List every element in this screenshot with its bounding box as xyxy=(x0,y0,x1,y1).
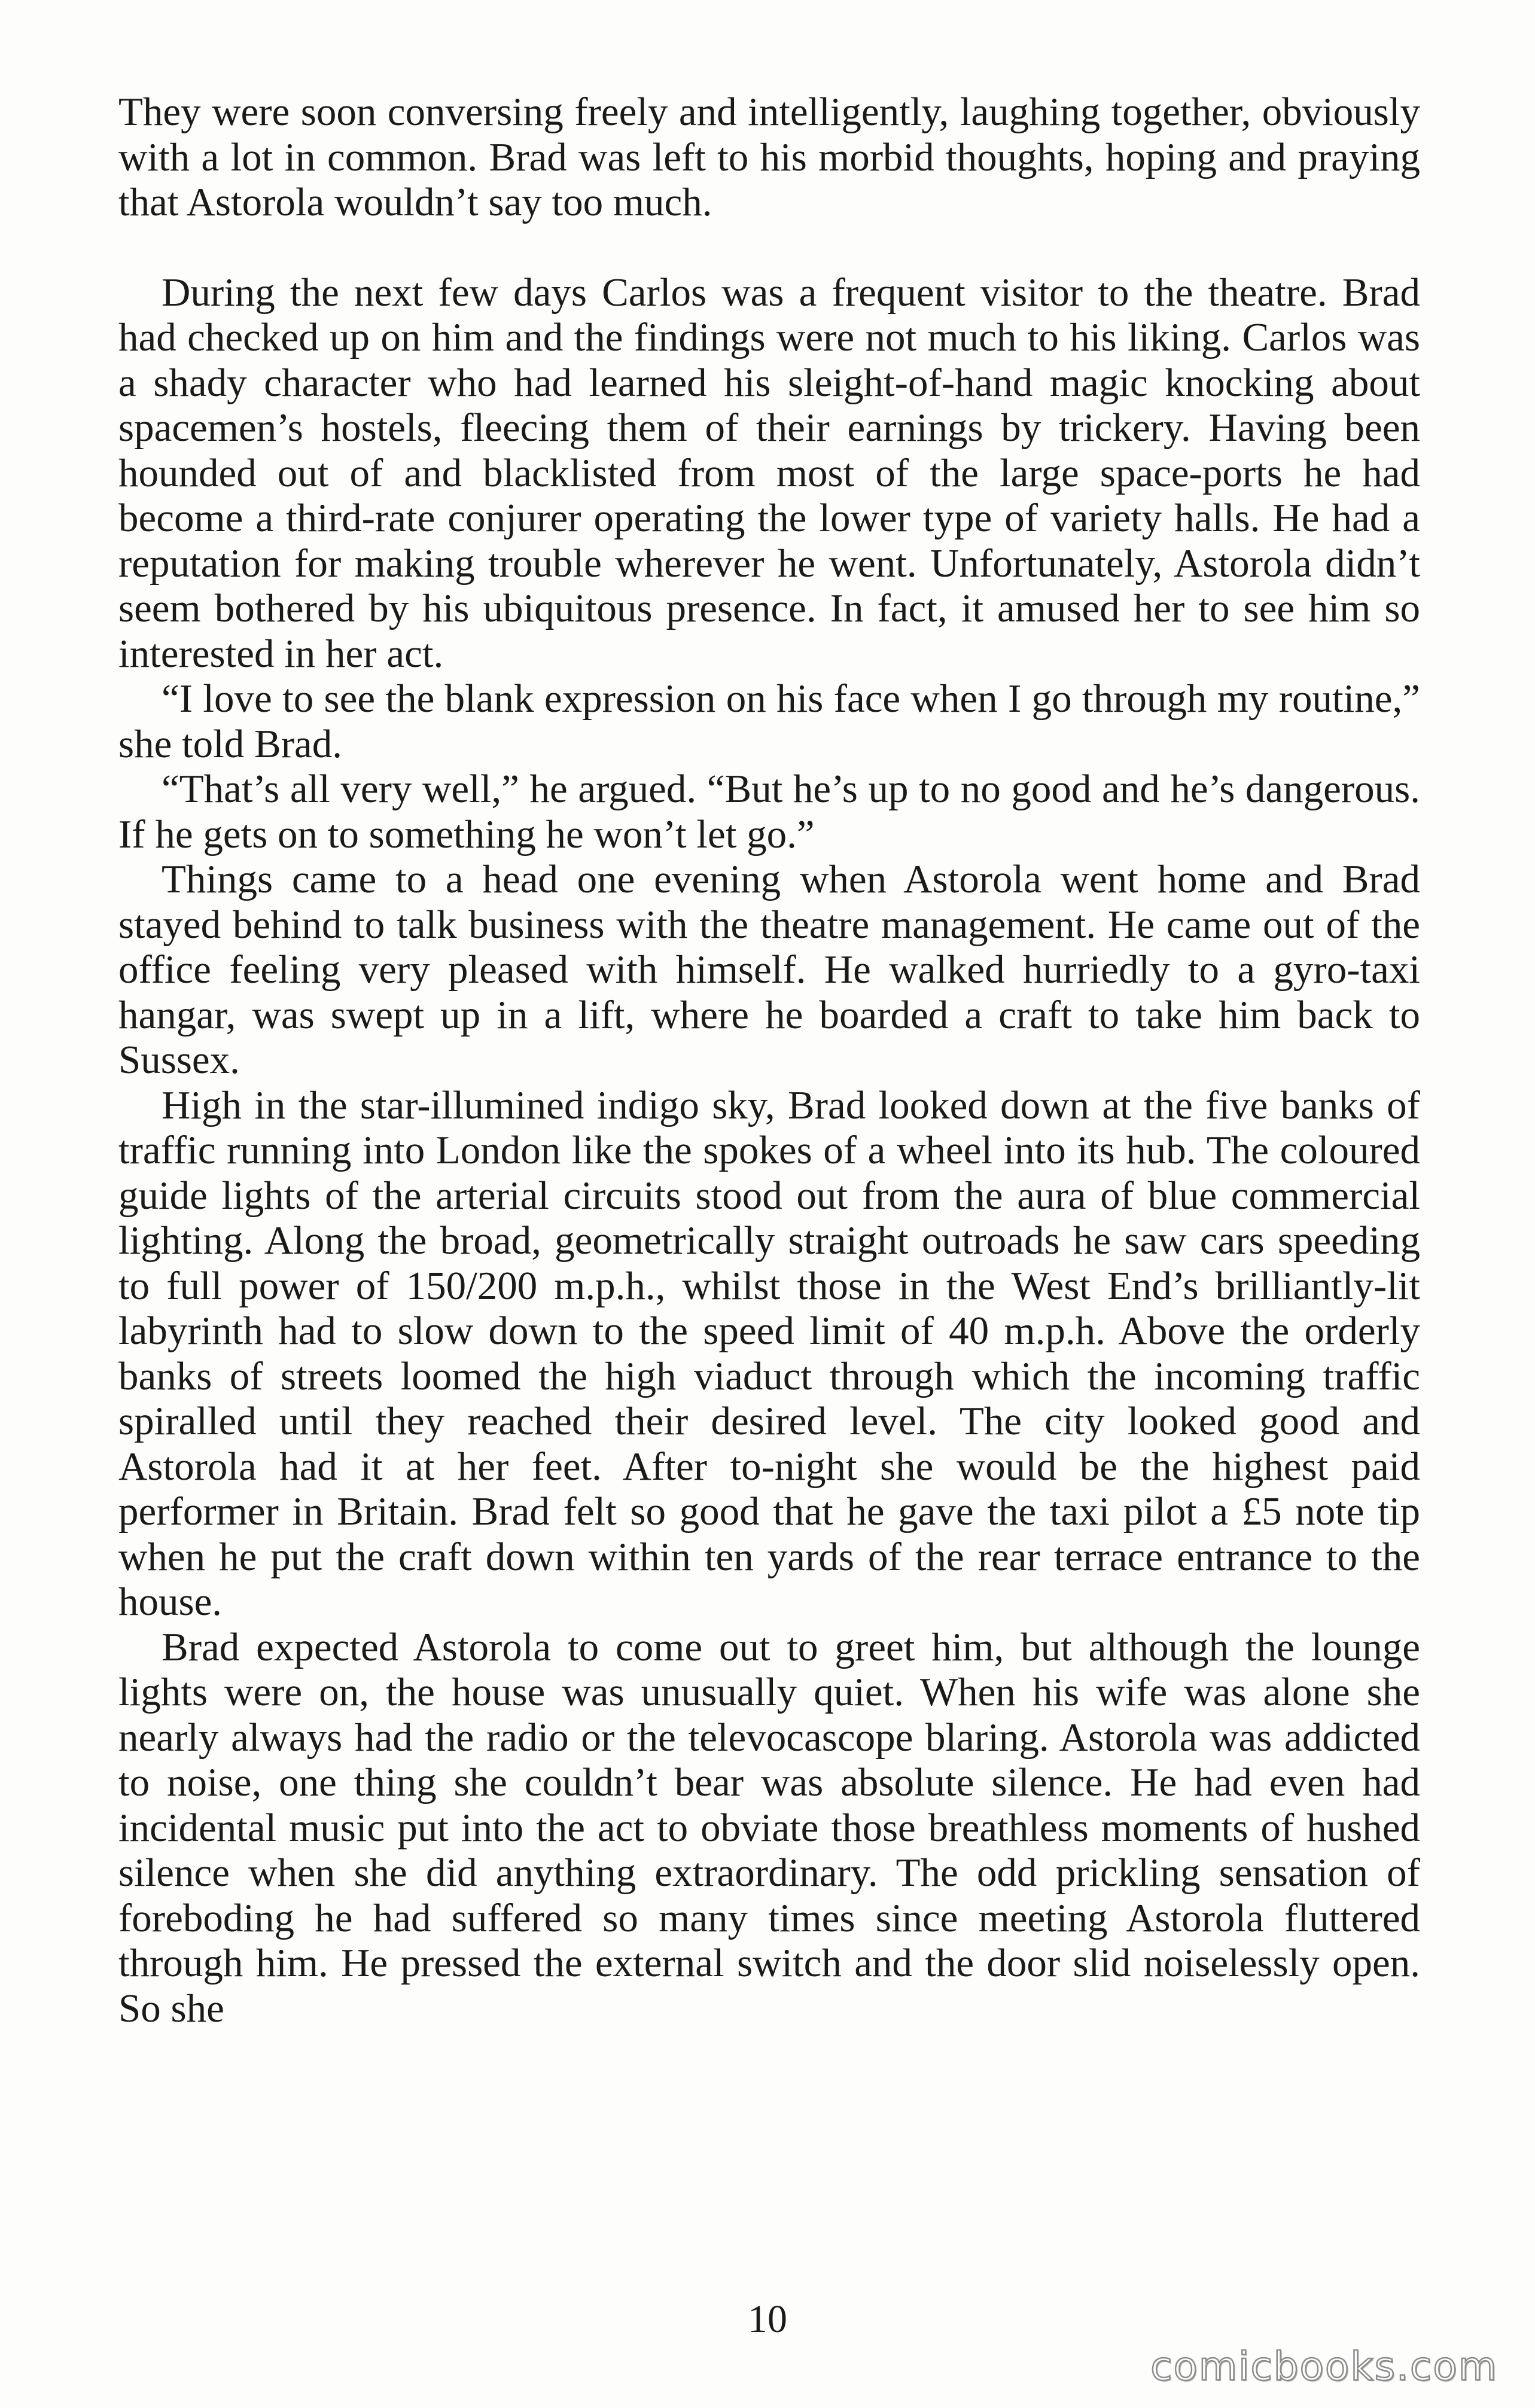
paragraph-2: During the next few days Carlos was a frequent visitor to the theatre. Brad had checked up on him and the findings were not much to his liking. Carlos was a shady character who had learned his sleight-of-hand magic knocking about spacemen’s hostels, fleecing them of their earnings by trickery. Having been hounded out of and blacklisted from most of the large space-ports he had become a third-rate conjurer operating the lower type of variety halls. He had a reputation for making trouble wherever he went. Unfortunately, Astorola didn’t seem bothered by his ubiquitous presence. In fact, it amused her to see him so interested in her act. xyxy=(118,270,1420,676)
paragraph-7: Brad expected Astorola to come out to greet him, but although the lounge lights were on, the house was unusually quiet. When his wife was alone she nearly always had the radio or the televocascope blaring. Astorola was addicted to noise, one thing she couldn’t bear was absolute silence. He had even had incidental music put into the act to obviate those breathless moments of hushed silence when she did anything extraordinary. The odd prickling sensation of foreboding he had suffered so many times since meeting Astorola fluttered through him. He pressed the external switch and the door slid noiselessly open. So she xyxy=(118,1624,1420,2031)
paragraph-1: They were soon conversing freely and intelligently, laughing together, obviously with a lot in common. Brad was left to his morbid thoughts, hoping and praying that Astorola wouldn’t say too much. xyxy=(118,90,1420,224)
paragraph-5: Things came to a head one evening when Astorola went home and Brad stayed behind to talk business with the theatre management. He came out of the office feeling very pleased with himself. He walked hurriedly to a gyro-taxi hangar, was swept up in a lift, where he boarded a craft to take him back to Sussex. xyxy=(118,857,1420,1082)
paragraph-4: “That’s all very well,” he argued. “But he’s up to no good and he’s dangerous. If he gets on to something he won’t let go.” xyxy=(118,767,1420,856)
paragraph-6: High in the star-illumined indigo sky, Brad looked down at the five banks of traffic running into London like the spokes of a wheel into its hub. The coloured guide lights of the arterial circuits stood out from the aura of blue commercial lighting. Along the broad, geometrically straight outroads he saw cars speeding to full power of 150/200 m.p.h., whilst those in the West End’s brilliantly-lit labyrinth had to slow down to the speed limit of 40 m.p.h. Above the orderly banks of streets loomed the high viaduct through which the incoming traffic spiralled until they reached their desired level. The city looked good and Astorola had it at her feet. After to-night she would be the highest paid performer in Britain. Brad felt so good that he gave the taxi pilot a £5 note tip when he put the craft down within ten yards of the rear terrace entrance to the house. xyxy=(118,1083,1420,1624)
watermark: comicbooks.com xyxy=(1150,2343,1498,2389)
paragraph-3: “I love to see the blank expression on his face when I go through my routine,” she told Brad. xyxy=(118,676,1420,766)
body-text xyxy=(118,90,1420,2031)
page-number: 10 xyxy=(748,2297,787,2341)
